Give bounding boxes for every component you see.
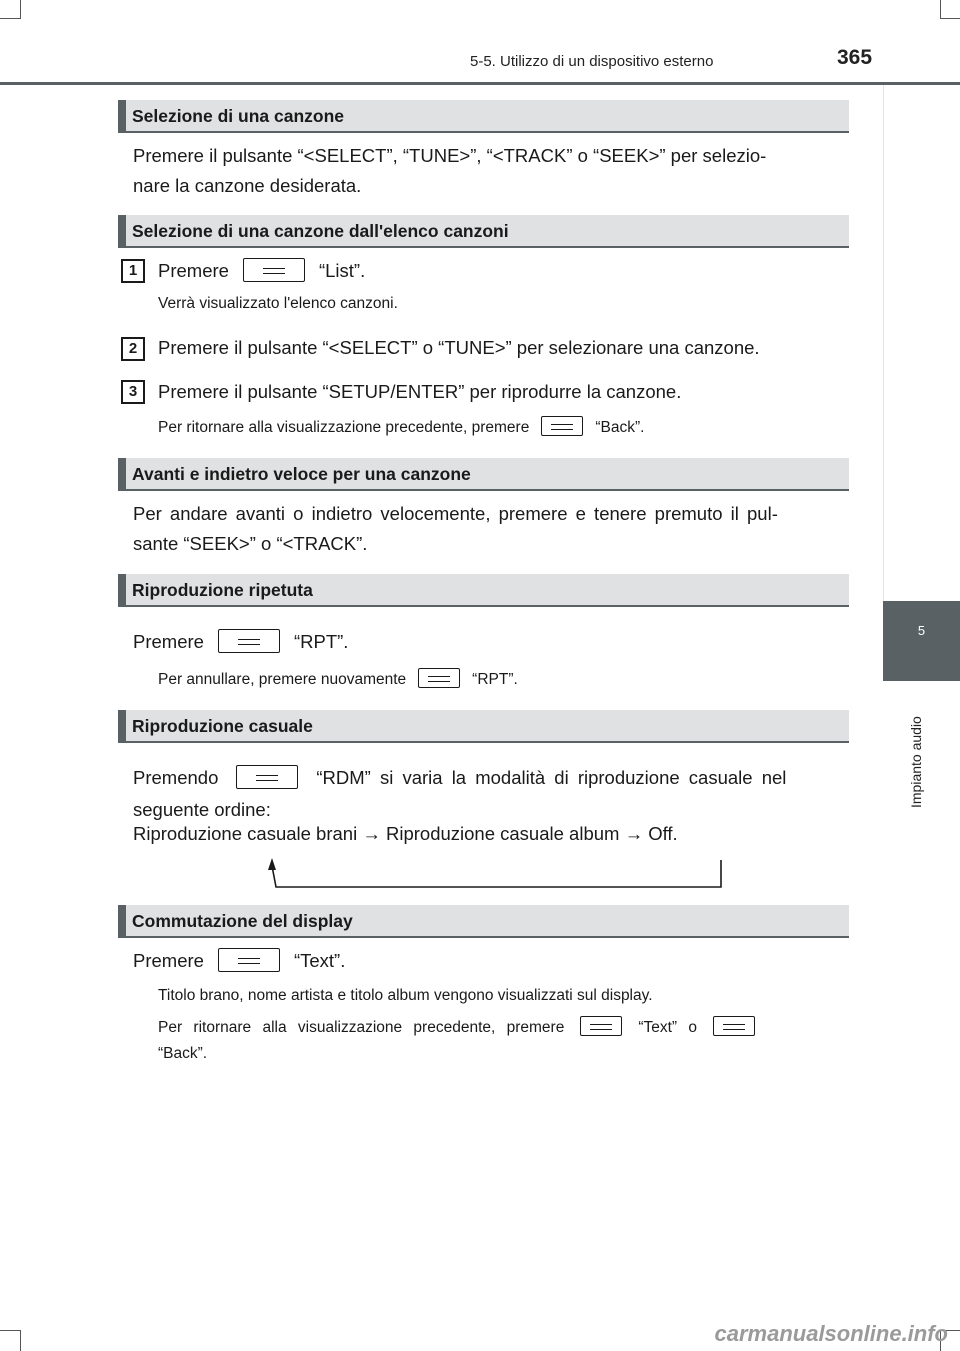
paragraph bbox=[133, 141, 843, 201]
paragraph-text: “Text”. bbox=[293, 950, 346, 971]
note-text: Per ritornare alla visualizzazione precedente, premere bbox=[158, 419, 530, 436]
step-3-note bbox=[158, 415, 644, 441]
paragraph-text: Premere bbox=[133, 950, 204, 971]
chapter-label-text: Impianto audio bbox=[908, 716, 924, 808]
flow-step: Off. bbox=[648, 823, 678, 844]
step-text: Premere bbox=[158, 260, 229, 281]
step-number-2: 2 bbox=[121, 337, 145, 361]
step-number-1: 1 bbox=[121, 259, 145, 283]
header-rule bbox=[0, 82, 960, 85]
paragraph-text: “RDM” si varia la modalità di riproduzione casuale nel bbox=[316, 767, 787, 788]
screen-button-icon bbox=[713, 1016, 755, 1036]
note-text: Per ritornare alla visualizzazione precedente, premere bbox=[158, 1019, 565, 1036]
loop-back-arrow-icon bbox=[262, 854, 732, 894]
paragraph-line: sante “SEEK>” o “<TRACK”. bbox=[133, 533, 368, 554]
note: “Back”. bbox=[158, 1045, 208, 1062]
note: Titolo brano, nome artista e titolo album vengono visualizzati sul display. bbox=[158, 987, 653, 1004]
section-heading-text: Riproduzione ripetuta bbox=[132, 580, 313, 600]
paragraph bbox=[133, 946, 345, 976]
paragraph bbox=[133, 763, 843, 825]
screen-button-icon bbox=[418, 668, 460, 688]
section-heading bbox=[118, 574, 849, 607]
screen-button-icon bbox=[218, 629, 280, 653]
screen-button-icon bbox=[236, 765, 298, 789]
note-text: “RPT”. bbox=[472, 671, 518, 688]
section-heading-text: Commutazione del display bbox=[132, 911, 353, 931]
paragraph-line: Premere il pulsante “<SELECT”, “TUNE>”, “<TRACK” o “SEEK>” per selezio- bbox=[133, 145, 767, 166]
step-1-note: Verrà visualizzato l'elenco canzoni. bbox=[158, 295, 398, 312]
section-heading-text: Selezione di una canzone dall'elenco canzoni bbox=[132, 221, 509, 241]
section-heading-text: Riproduzione casuale bbox=[132, 716, 313, 736]
flow-step: Riproduzione casuale brani bbox=[133, 823, 358, 844]
header-section-title: 5-5. Utilizzo di un dispositivo esterno bbox=[470, 53, 714, 70]
paragraph bbox=[133, 499, 843, 559]
screen-button-icon bbox=[243, 258, 305, 282]
paragraph-text: Premendo bbox=[133, 767, 219, 788]
step-2-text: Premere il pulsante “<SELECT” o “TUNE>” per selezionare una canzone. bbox=[158, 337, 760, 358]
note bbox=[158, 1015, 755, 1041]
step-3-text: Premere il pulsante “SETUP/ENTER” per riprodurre la canzone. bbox=[158, 381, 682, 402]
screen-button-icon bbox=[580, 1016, 622, 1036]
arrow-right-icon: → bbox=[624, 823, 644, 844]
chapter-number: 5 bbox=[917, 623, 926, 638]
step-text: “List”. bbox=[318, 260, 366, 281]
note-text: “Back”. bbox=[595, 419, 645, 436]
step-1-text bbox=[158, 256, 365, 286]
step-number-3: 3 bbox=[121, 380, 145, 404]
section-heading bbox=[118, 710, 849, 743]
flow-step: Riproduzione casuale album bbox=[385, 823, 620, 844]
section-heading bbox=[118, 905, 849, 938]
crop-mark bbox=[940, 0, 941, 19]
section-heading bbox=[118, 215, 849, 248]
paragraph-text: “RPT”. bbox=[293, 631, 349, 652]
note-text: “Text” o bbox=[638, 1019, 698, 1036]
paragraph-line: nare la canzone desiderata. bbox=[133, 175, 362, 196]
note-text: Per annullare, premere nuovamente bbox=[158, 671, 407, 688]
screen-button-icon bbox=[541, 416, 583, 436]
paragraph-line bbox=[133, 763, 843, 793]
crop-mark bbox=[20, 0, 21, 19]
screen-button-icon bbox=[218, 948, 280, 972]
side-rail bbox=[883, 85, 960, 601]
crop-mark bbox=[940, 18, 960, 19]
page-number: 365 bbox=[837, 46, 873, 69]
chapter-tab[interactable] bbox=[883, 601, 960, 681]
section-heading-text: Avanti e indietro veloce per una canzone bbox=[132, 464, 471, 484]
paragraph-line: Per andare avanti o indietro velocemente, premere e tenere premuto il pul- bbox=[133, 503, 778, 524]
crop-mark bbox=[0, 1330, 20, 1331]
chapter-label bbox=[906, 690, 926, 810]
watermark: carmanualsonline.info bbox=[714, 1321, 948, 1346]
section-heading-text: Selezione di una canzone bbox=[132, 106, 344, 126]
paragraph-line: seguente ordine: bbox=[133, 799, 271, 820]
note bbox=[158, 667, 518, 693]
crop-mark bbox=[0, 18, 20, 19]
section-heading bbox=[118, 100, 849, 133]
paragraph bbox=[133, 627, 348, 657]
paragraph-text: Premere bbox=[133, 631, 204, 652]
random-mode-sequence bbox=[133, 823, 678, 845]
crop-mark bbox=[20, 1330, 21, 1351]
section-heading bbox=[118, 458, 849, 491]
arrow-right-icon: → bbox=[362, 823, 381, 844]
